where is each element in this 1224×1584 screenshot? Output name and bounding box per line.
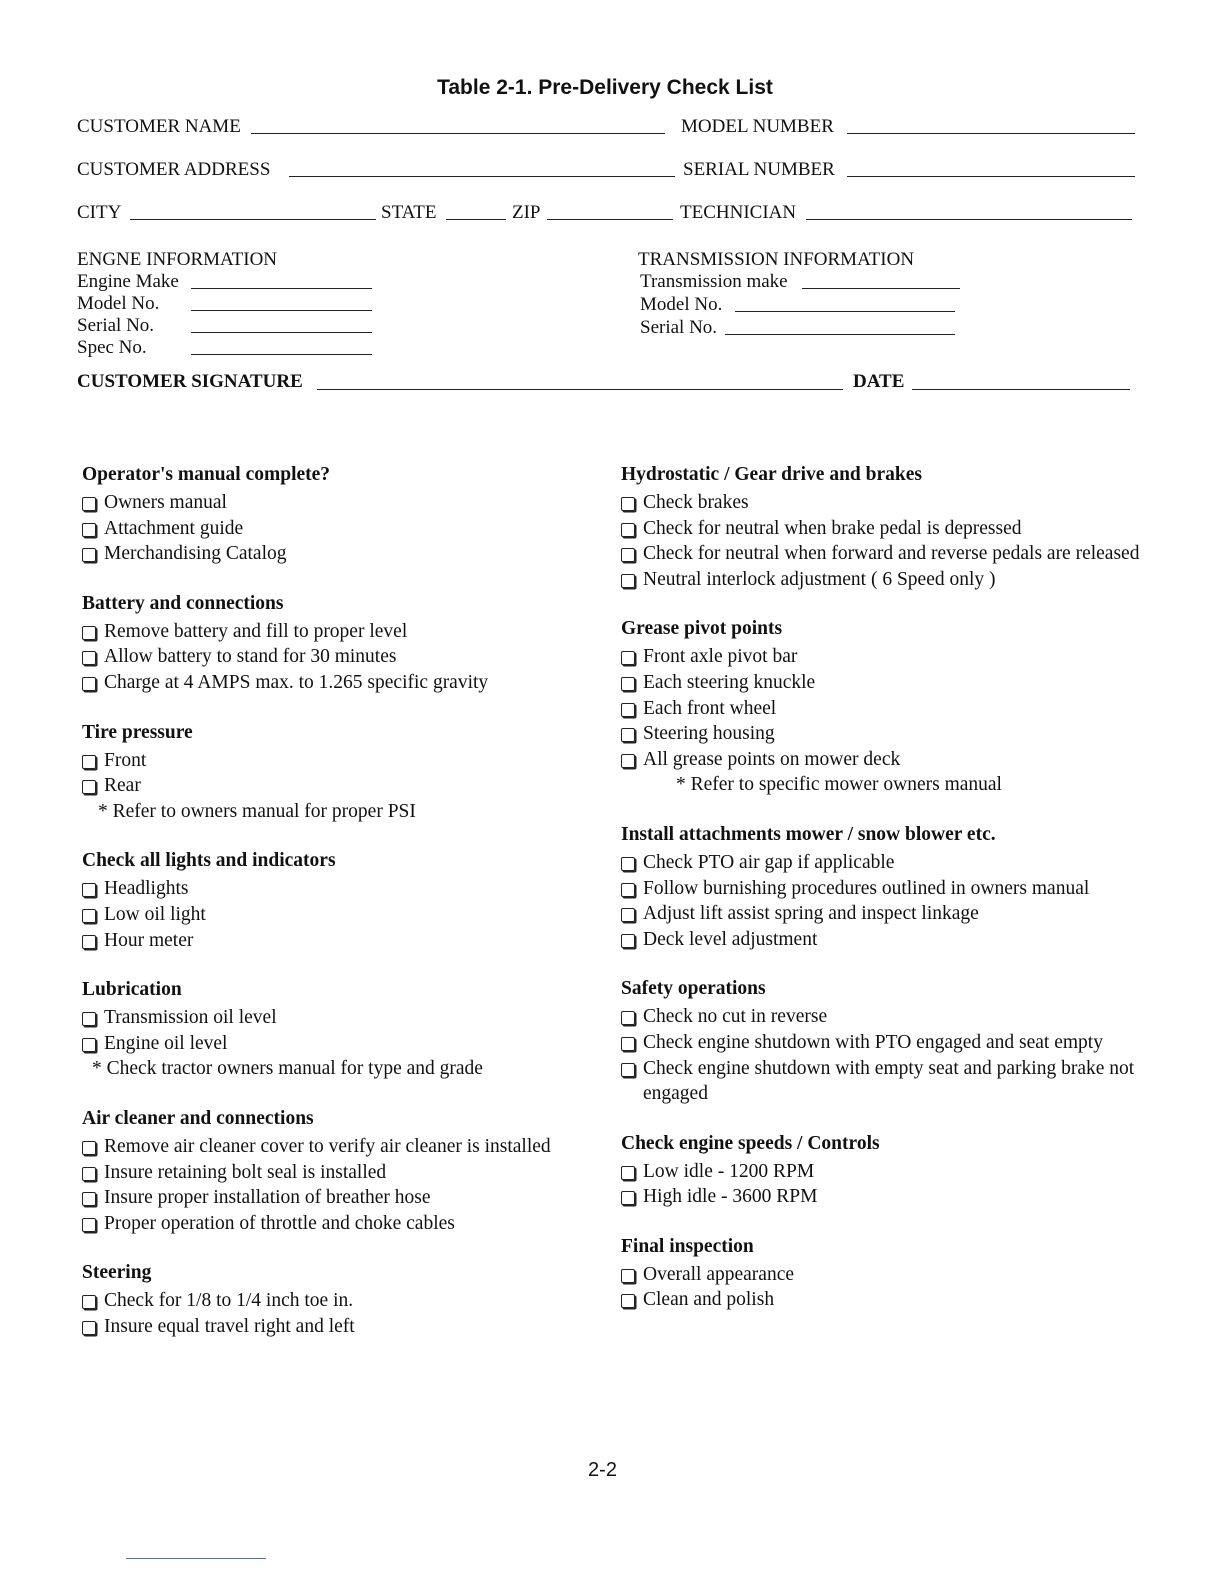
section-heading: Battery and connections <box>82 592 284 614</box>
footer-rule <box>126 1558 266 1559</box>
checklist-item-label: Front axle pivot bar <box>643 646 798 668</box>
checklist-item[interactable] <box>82 1185 622 1211</box>
checklist-item-label: Low idle - 1200 RPM <box>643 1160 815 1182</box>
checkbox[interactable] <box>82 626 96 640</box>
checklist-item-label: Transmission oil level <box>104 1007 277 1029</box>
checkbox[interactable] <box>82 1167 96 1181</box>
date-label: DATE <box>853 371 905 392</box>
technician-label: TECHNICIAN <box>680 202 797 223</box>
checklist-item[interactable] <box>82 670 622 696</box>
checkbox[interactable] <box>82 1012 96 1026</box>
section-heading: Check all lights and indicators <box>82 850 336 872</box>
section-heading: Safety operations <box>621 978 766 1000</box>
checkbox[interactable] <box>621 548 635 562</box>
checklist-item-label: Merchandising Catalog <box>104 543 287 565</box>
checklist-item[interactable] <box>621 1184 1141 1210</box>
transmission-serial-label: Serial No. <box>640 317 718 338</box>
checklist-item[interactable] <box>621 927 1141 953</box>
customer-signature-field[interactable] <box>317 389 843 390</box>
state-label: STATE <box>381 202 437 223</box>
checklist-item-label: Engine oil level <box>104 1032 228 1054</box>
checkbox[interactable] <box>82 1218 96 1232</box>
section-heading: Steering <box>82 1262 152 1284</box>
checklist-item-label: Check PTO air gap if applicable <box>643 851 895 873</box>
checklist-item[interactable] <box>621 1004 1141 1030</box>
checklist-item[interactable] <box>621 1159 1141 1185</box>
checkbox[interactable] <box>82 548 96 562</box>
checklist-item[interactable] <box>82 748 622 774</box>
section-heading: Grease pivot points <box>621 618 783 640</box>
checklist-item[interactable] <box>82 1288 622 1314</box>
checklist-item-label: Check no cut in reverse <box>643 1006 828 1028</box>
checkbox[interactable] <box>82 1295 96 1309</box>
checklist-item-label: Front <box>104 749 147 771</box>
checkbox[interactable] <box>621 1191 635 1205</box>
model-number-label: MODEL NUMBER <box>681 116 834 137</box>
checkbox[interactable] <box>621 677 635 691</box>
checkbox[interactable] <box>621 523 635 537</box>
engine-info-heading: ENGNE INFORMATION <box>77 249 278 270</box>
page-number: 2-2 <box>588 1459 617 1481</box>
checklist-item-label: Charge at 4 AMPS max. to 1.265 specific gravity <box>104 671 489 693</box>
section-heading: Operator's manual complete? <box>82 464 331 485</box>
checkbox[interactable] <box>82 909 96 923</box>
engine-spec-label: Spec No. <box>77 337 147 358</box>
transmission-make-label: Transmission make <box>640 271 788 292</box>
engine-make-label: Engine Make <box>77 271 179 292</box>
model-number-field[interactable] <box>847 133 1135 134</box>
checkbox[interactable] <box>621 651 635 665</box>
checklist-item[interactable] <box>621 644 1141 670</box>
checklist-item-label: Headlights <box>104 878 189 900</box>
checkbox[interactable] <box>82 651 96 665</box>
checklist-item[interactable] <box>82 1160 622 1186</box>
checkbox[interactable] <box>82 523 96 537</box>
checklist-item-label: Rear <box>104 775 141 797</box>
section-grease-pivot-points <box>621 616 1141 798</box>
serial-number-label: SERIAL NUMBER <box>683 159 835 180</box>
checkbox[interactable] <box>621 1269 635 1283</box>
checklist-item[interactable] <box>621 876 1141 902</box>
engine-model-label: Model No. <box>77 293 160 314</box>
checkbox[interactable] <box>82 780 96 794</box>
checklist-item-label: Low oil light <box>104 903 206 925</box>
engine-serial-field[interactable] <box>191 332 372 333</box>
section-safety-operations <box>621 976 1141 1106</box>
city-label: CITY <box>77 202 122 223</box>
checkbox[interactable] <box>621 908 635 922</box>
checklist-item-label: Proper operation of throttle and choke cables <box>104 1212 455 1234</box>
checklist-item-label: Follow burnishing procedures outlined in owners manual <box>643 877 1090 899</box>
checklist-item-label: Check for neutral when forward and reverse pedals are released <box>643 543 1140 565</box>
checkbox[interactable] <box>82 935 96 949</box>
checklist-item-label: Insure equal travel right and left <box>104 1315 355 1337</box>
checklist-item-label: Check engine shutdown with empty seat and parking brake not engaged <box>643 1057 1135 1105</box>
transmission-info-heading: TRANSMISSION INFORMATION <box>638 249 915 270</box>
section-operator-s-manual-complete <box>82 462 622 567</box>
section-steering <box>82 1260 622 1339</box>
checklist-item[interactable] <box>621 567 1141 593</box>
zip-label: ZIP <box>512 202 541 223</box>
checklist-item[interactable] <box>621 541 1141 567</box>
checklist-item-label: Overall appearance <box>643 1263 795 1285</box>
checklist-item-label: All grease points on mower deck <box>643 748 901 770</box>
checklist-item-label: High idle - 3600 RPM <box>643 1186 818 1208</box>
engine-model-field[interactable] <box>191 310 372 311</box>
engine-make-field[interactable] <box>191 288 372 289</box>
checklist-item[interactable] <box>82 1005 622 1031</box>
checkbox[interactable] <box>621 1294 635 1308</box>
checklist-item-label: Adjust lift assist spring and inspect linkage <box>643 903 979 925</box>
section-check-engine-speeds-controls <box>621 1131 1141 1210</box>
checkbox[interactable] <box>621 857 635 871</box>
checkbox[interactable] <box>621 497 635 511</box>
checklist-item-label: Check engine shutdown with PTO engaged and seat empty <box>643 1031 1103 1053</box>
section-install-attachments-mower-snow-blower-etc <box>621 822 1141 952</box>
checklist-item-label: Insure proper installation of breather hose <box>104 1187 431 1209</box>
customer-name-field[interactable] <box>251 133 665 134</box>
technician-field[interactable] <box>806 219 1132 220</box>
checklist-item-label: Check brakes <box>643 492 749 513</box>
checkbox[interactable] <box>82 1038 96 1052</box>
page-title: Table 2-1. Pre-Delivery Check List <box>437 76 773 99</box>
checklist-item-label: Steering housing <box>643 723 775 745</box>
engine-serial-label: Serial No. <box>77 315 155 336</box>
zip-field[interactable] <box>547 219 673 220</box>
checklist-item-label: Remove air cleaner cover to verify air cleaner is installed <box>104 1135 551 1157</box>
section-final-inspection <box>621 1234 1141 1313</box>
checklist-item-label: Insure retaining bolt seal is installed <box>104 1161 387 1183</box>
section-check-all-lights-and-indicators <box>82 848 622 953</box>
checklist-item-label: Neutral interlock adjustment ( 6 Speed only ) <box>643 568 996 590</box>
checklist-item[interactable] <box>82 902 622 928</box>
section-note: * Refer to specific mower owners manual <box>676 774 1002 796</box>
checklist-item-label: Check for neutral when brake pedal is depressed <box>643 517 1022 539</box>
checklist-item[interactable] <box>621 670 1141 696</box>
checkbox[interactable] <box>621 934 635 948</box>
checkbox[interactable] <box>621 574 635 588</box>
checkbox[interactable] <box>82 755 96 769</box>
checklist-item-label: Clean and polish <box>643 1289 775 1311</box>
section-air-cleaner-and-connections <box>82 1106 622 1236</box>
checklist-item[interactable] <box>621 850 1141 876</box>
customer-address-field[interactable] <box>289 176 675 177</box>
checkbox[interactable] <box>82 497 96 511</box>
checkbox[interactable] <box>82 883 96 897</box>
section-heading: Hydrostatic / Gear drive and brakes <box>621 464 922 485</box>
transmission-make-field[interactable] <box>802 288 960 289</box>
checkbox[interactable] <box>621 883 635 897</box>
checkbox[interactable] <box>621 728 635 742</box>
date-field[interactable] <box>912 389 1130 390</box>
section-tire-pressure <box>82 720 622 825</box>
city-field[interactable] <box>130 219 376 220</box>
checklist-item[interactable] <box>82 773 622 799</box>
section-heading: Install attachments mower / snow blower etc. <box>621 823 996 845</box>
checkbox[interactable] <box>621 1037 635 1051</box>
checklist-item[interactable] <box>621 1262 1141 1288</box>
checklist-item-label: Check for 1/8 to 1/4 inch toe in. <box>104 1290 354 1312</box>
serial-number-field[interactable] <box>847 176 1135 177</box>
checklist-item[interactable] <box>82 1211 622 1237</box>
section-heading: Final inspection <box>621 1235 754 1257</box>
checklist-item-label: Each steering knuckle <box>643 671 816 693</box>
checklist-item-label: Allow battery to stand for 30 minutes <box>104 646 397 668</box>
section-note: * Check tractor owners manual for type and grade <box>92 1058 483 1080</box>
checklist-item[interactable] <box>621 747 1141 773</box>
checklist-item-label: Deck level adjustment <box>643 928 818 950</box>
section-lubrication <box>82 977 622 1082</box>
state-field[interactable] <box>446 219 506 220</box>
checklist-item-label: Attachment guide <box>104 517 244 539</box>
section-battery-and-connections <box>82 591 622 696</box>
checkbox[interactable] <box>82 1141 96 1155</box>
checklist-item[interactable] <box>82 541 622 567</box>
customer-signature-label: CUSTOMER SIGNATURE <box>77 371 303 392</box>
transmission-serial-field[interactable] <box>725 334 955 335</box>
checklist-item-label: Each front wheel <box>643 697 777 719</box>
checklist-item-label: Remove battery and fill to proper level <box>104 620 408 642</box>
checklist-item[interactable] <box>82 516 622 542</box>
checklist-item-label: Owners manual <box>104 492 227 513</box>
checkbox[interactable] <box>621 703 635 717</box>
left-checklist-column <box>82 462 622 1339</box>
checkbox[interactable] <box>82 1321 96 1335</box>
section-heading: Lubrication <box>82 979 182 1001</box>
checklist-item[interactable] <box>82 619 622 645</box>
checklist-item[interactable] <box>621 516 1141 542</box>
checklist-item[interactable] <box>82 644 622 670</box>
section-note: * Refer to owners manual for proper PSI <box>98 800 416 822</box>
checklist-item[interactable] <box>82 928 622 954</box>
checklist-item[interactable] <box>621 1287 1141 1313</box>
checkbox[interactable] <box>621 1166 635 1180</box>
section-heading: Tire pressure <box>82 721 193 743</box>
section-hydrostatic-gear-drive-and-brakes <box>621 462 1141 592</box>
checklist-item[interactable] <box>82 1314 622 1340</box>
transmission-model-label: Model No. <box>640 294 723 315</box>
section-heading: Check engine speeds / Controls <box>621 1132 880 1154</box>
checklist-item[interactable] <box>82 1134 622 1160</box>
transmission-model-field[interactable] <box>735 311 955 312</box>
checkbox[interactable] <box>82 677 96 691</box>
checkbox[interactable] <box>82 1192 96 1206</box>
engine-spec-field[interactable] <box>191 354 372 355</box>
checklist-item[interactable] <box>82 1031 622 1057</box>
checklist-item[interactable] <box>82 490 622 516</box>
checklist-item[interactable] <box>621 490 1141 516</box>
checklist-item[interactable] <box>621 1030 1141 1056</box>
checklist-item[interactable] <box>621 901 1141 927</box>
checklist-item[interactable] <box>621 1056 1141 1107</box>
checklist-item-label: Hour meter <box>104 929 194 951</box>
checkbox[interactable] <box>621 754 635 768</box>
checkbox[interactable] <box>621 1063 635 1077</box>
right-checklist-column <box>621 462 1141 1313</box>
customer-address-label: CUSTOMER ADDRESS <box>77 159 271 180</box>
checkbox[interactable] <box>621 1011 635 1025</box>
checklist-item[interactable] <box>621 721 1141 747</box>
checklist-item[interactable] <box>621 696 1141 722</box>
customer-name-label: CUSTOMER NAME <box>77 116 241 137</box>
checklist-item[interactable] <box>82 876 622 902</box>
section-heading: Air cleaner and connections <box>82 1107 314 1129</box>
